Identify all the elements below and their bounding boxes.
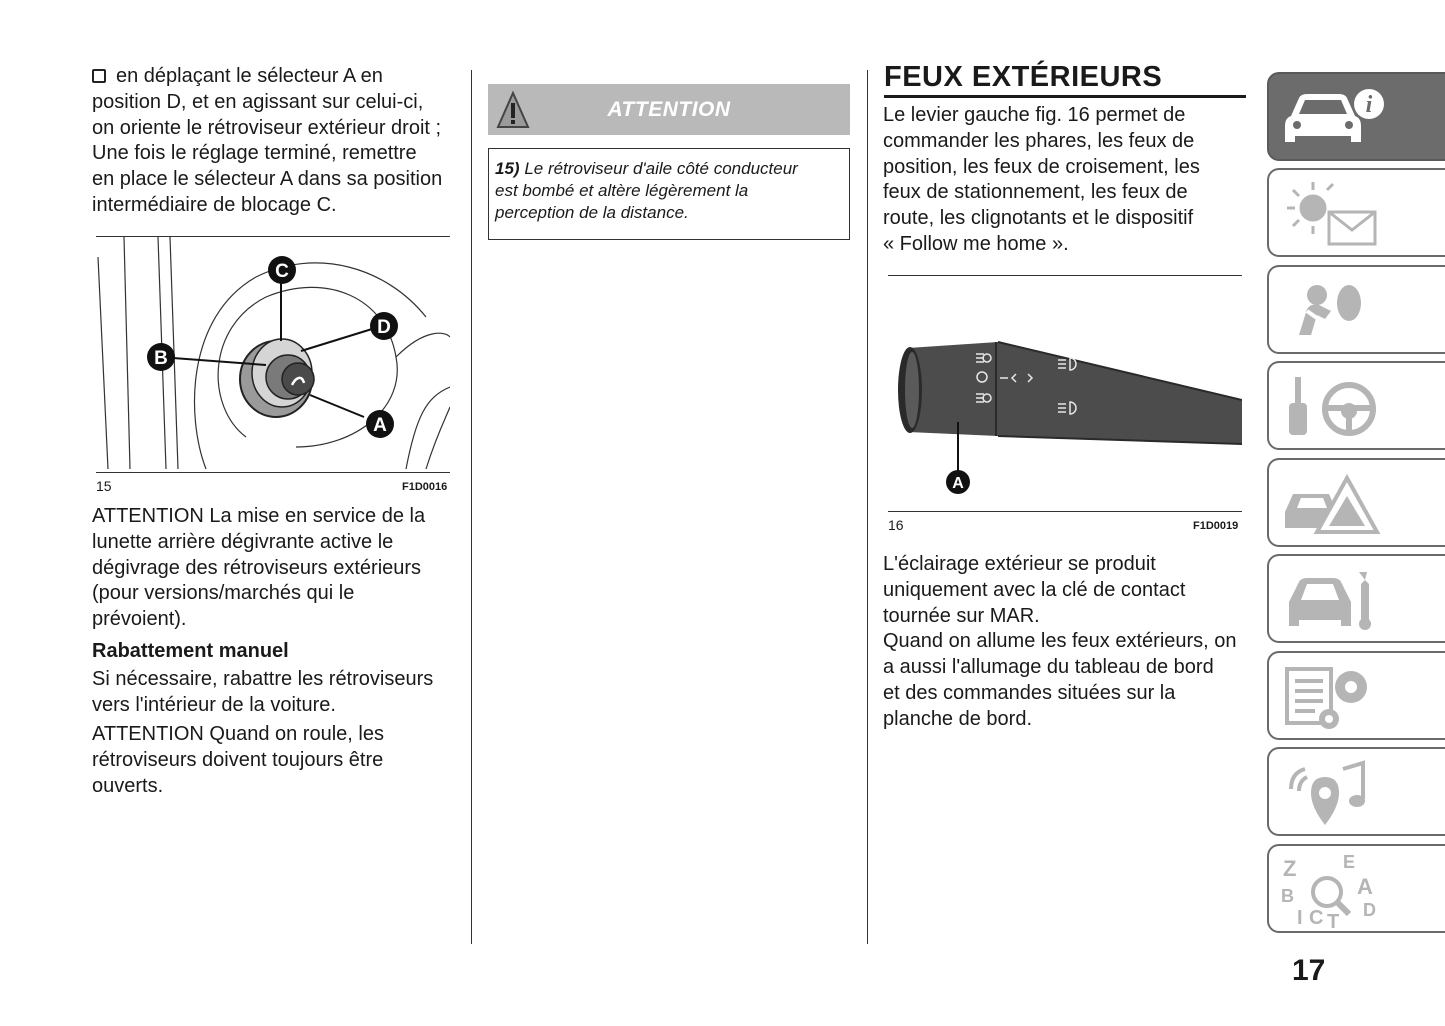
note-line	[495, 158, 843, 180]
tab-maintenance[interactable]	[1267, 554, 1445, 643]
attention-paragraph	[92, 504, 457, 633]
manual-paragraph	[92, 667, 457, 719]
note-line: perception de la distance.	[495, 203, 689, 222]
bullet-line: on oriente le rétroviseur extérieur droit ;	[92, 116, 442, 139]
mirror-control-figure	[96, 237, 450, 471]
tab-car-info[interactable]	[1267, 72, 1445, 161]
index-letter: T	[1327, 911, 1340, 928]
attention-note-box	[488, 148, 850, 240]
text-line: a aussi l'allumage du tableau de bord	[883, 656, 1214, 679]
alphabetical-index-icon	[1277, 852, 1387, 928]
text-line: dégivrage des rétroviseurs extérieurs	[92, 556, 422, 579]
text-line: lunette arrière dégivrante active le	[92, 530, 394, 553]
figure-number: 16	[888, 517, 904, 533]
car-maintenance-icon	[1277, 562, 1387, 638]
text-line: (pour versions/marchés qui le	[92, 582, 355, 605]
text-line: ouverts.	[92, 774, 164, 797]
tab-emergency[interactable]	[1267, 458, 1445, 547]
light-stalk-figure	[888, 276, 1242, 510]
text-line: et des commandes situées sur la	[883, 681, 1176, 704]
index-letter: D	[1363, 900, 1376, 920]
text-line: prévoient).	[92, 608, 187, 631]
text-line: rétroviseurs doivent toujours être	[92, 749, 384, 772]
tab-starting-driving[interactable]	[1267, 361, 1445, 450]
text-line: commander les phares, les feux de	[883, 129, 1195, 152]
label-b: B	[154, 348, 168, 369]
text-line: L'éclairage extérieur se produit	[883, 553, 1156, 575]
tab-multimedia[interactable]	[1267, 747, 1445, 836]
driving-paragraph	[92, 722, 457, 799]
label-a: A	[952, 475, 964, 492]
note-line: est bombé et altère légèrement la	[495, 181, 749, 200]
text-line: route, les clignotants et le dispositif	[883, 207, 1194, 230]
text-line: planche de bord.	[883, 707, 1033, 730]
text-line: feux de stationnement, les feux de	[883, 181, 1188, 204]
text-line: Le levier gauche fig. 16 permet de	[883, 104, 1186, 126]
figure-bottom-rule	[96, 472, 450, 473]
section-title: FEUX EXTÉRIEURS	[884, 60, 1246, 98]
tab-technical-data[interactable]	[1267, 651, 1445, 740]
safety-airbag-icon	[1277, 273, 1387, 349]
attention-title: ATTENTION	[607, 98, 731, 121]
column-divider	[471, 70, 472, 944]
key-steering-wheel-icon	[1277, 369, 1387, 445]
bullet-line: position D, et en agissant sur celui-ci,	[92, 90, 424, 113]
index-letter: E	[1343, 852, 1356, 872]
bullet-line: en déplaçant le sélecteur A en	[116, 65, 383, 87]
column-left	[92, 64, 457, 219]
multimedia-icon	[1277, 755, 1387, 831]
figure-bottom-rule	[888, 511, 1242, 512]
text-line: Quand on allume les feux extérieurs, on	[883, 630, 1237, 653]
note-line-text: Le rétroviseur d'aile côté conducteur	[524, 159, 798, 178]
info-glyph: i	[1365, 92, 1373, 118]
bullet-paragraph	[92, 64, 457, 90]
label-d: D	[377, 317, 391, 338]
tab-safety[interactable]	[1267, 265, 1445, 354]
attention-header	[488, 84, 850, 135]
light-message-icon	[1277, 176, 1387, 252]
page-number: 17	[1292, 954, 1326, 987]
car-info-icon	[1277, 80, 1387, 156]
label-c: C	[275, 261, 289, 282]
label-a: A	[373, 415, 387, 436]
figure-code: F1D0016	[402, 481, 448, 493]
index-letter: I	[1297, 907, 1303, 928]
column-divider	[867, 70, 868, 944]
bullet-line: intermédiaire de blocage C.	[92, 193, 337, 216]
text-line: ATTENTION Quand on roule, les	[92, 723, 384, 746]
column-right-intro	[883, 103, 1243, 258]
bullet-line: en place le sélecteur A dans sa position	[92, 168, 443, 191]
text-line: « Follow me home ».	[883, 232, 1069, 255]
technical-data-icon	[1277, 659, 1387, 735]
index-letter: C	[1309, 907, 1324, 928]
index-letter: Z	[1283, 856, 1297, 881]
column-left-lower	[92, 504, 457, 800]
text-line: position, les feux de croisement, les	[883, 155, 1200, 178]
subheading: Rabattement manuel	[92, 639, 289, 662]
text-line: ATTENTION La mise en service de la	[92, 505, 426, 527]
index-letter: A	[1357, 874, 1373, 899]
checkbox-bullet-icon	[92, 69, 106, 83]
text-line: tournée sur MAR.	[883, 604, 1040, 627]
note-number: 15)	[495, 159, 520, 178]
emergency-warning-icon	[1277, 466, 1387, 542]
text-line: uniquement avec la clé de contact	[883, 578, 1186, 601]
figure-number: 15	[96, 478, 112, 494]
bullet-line: Une fois le réglage terminé, remettre	[92, 142, 417, 165]
index-letter: B	[1281, 886, 1294, 906]
column-right-lower	[883, 552, 1248, 733]
tab-lights-messages[interactable]	[1267, 168, 1445, 257]
text-line: Si nécessaire, rabattre les rétroviseurs	[92, 667, 434, 690]
tab-alphabetical-index[interactable]	[1267, 844, 1445, 933]
text-line: vers l'intérieur de la voiture.	[92, 693, 336, 716]
figure-code: F1D0019	[1193, 520, 1239, 532]
